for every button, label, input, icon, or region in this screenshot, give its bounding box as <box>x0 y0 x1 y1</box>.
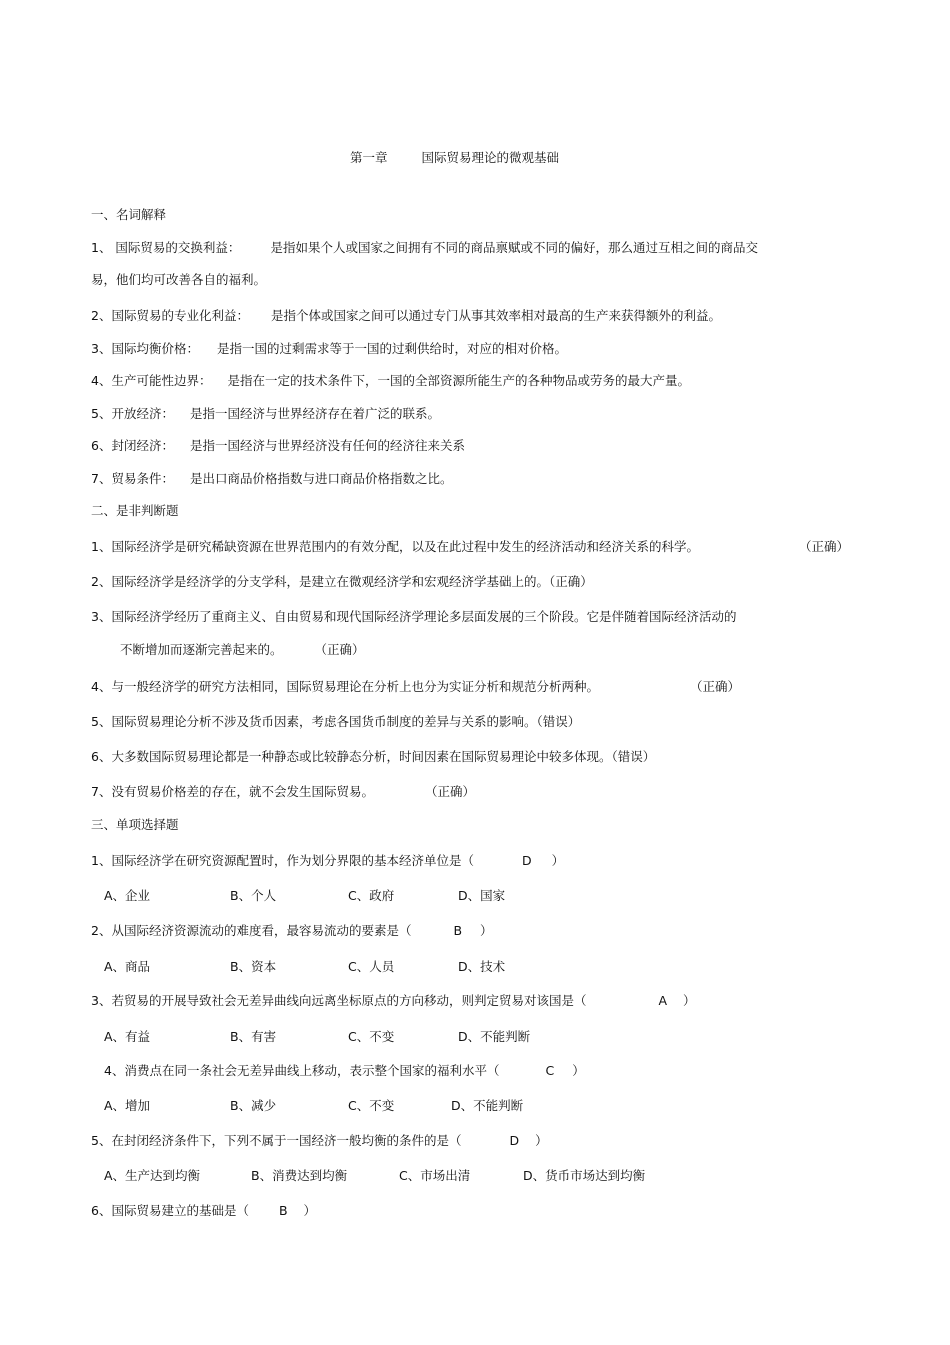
term-item-1-cont: 易，他们均可改善各自的福利。 <box>91 272 267 287</box>
mc-answer-3: A <box>658 993 668 1008</box>
mc-question-3: 3、若贸易的开展导致社会无差异曲线向远离坐标原点的方向移动，则判定贸易对该国是（ A ） <box>91 993 696 1008</box>
mc-option: C、不变 <box>348 1029 395 1044</box>
mc-question-1: 1、国际经济学在研究资源配置时，作为划分界限的基本经济单位是（ D ） <box>91 853 565 868</box>
term-item-5: 5、开放经济： 是指一国经济与世界经济存在着广泛的联系。 <box>91 406 440 421</box>
term-item-3: 3、国际均衡价格： 是指一国的过剩需求等于一国的过剩供给时，对应的相对价格。 <box>91 341 567 356</box>
mc-answer-6: B <box>278 1203 288 1218</box>
mc-option: B、消费达到均衡 <box>251 1168 348 1183</box>
mc-option: C、人员 <box>348 959 395 974</box>
judge-answer-7: （正确） <box>425 784 476 799</box>
mc-option: A、增加 <box>104 1098 151 1113</box>
mc-option: B、资本 <box>230 959 277 974</box>
mc-option: A、有益 <box>104 1029 151 1044</box>
term-item-2: 2、国际贸易的专业化利益： 是指个体或国家之间可以通过专门从事其效率相对最高的生产来获得额外的利益。 <box>91 308 721 323</box>
judge-item-5: 5、国际贸易理论分析不涉及货币因素，考虑各国货币制度的差异与关系的影响。（错误） <box>91 714 581 729</box>
mc-option: D、技术 <box>458 959 506 974</box>
judge-item-2: 2、国际经济学是经济学的分支学科，是建立在微观经济学和宏观经济学基础上的。（正确） <box>91 574 593 589</box>
section-heading-1: 一、名词解释 <box>91 207 167 222</box>
mc-answer-4: C <box>545 1063 555 1078</box>
judge-answer-1: （正确） <box>799 539 850 554</box>
mc-option: D、国家 <box>458 888 506 903</box>
judge-answer-4: （正确） <box>690 679 741 694</box>
judge-item-6: 6、大多数国际贸易理论都是一种静态或比较静态分析，时间因素在国际贸易理论中较多体现。（错误） <box>91 749 656 764</box>
mc-option: D、不能判断 <box>451 1098 524 1113</box>
judge-answer-3: （正确） <box>314 642 365 657</box>
mc-option: C、市场出清 <box>399 1168 471 1183</box>
mc-option: A、生产达到均衡 <box>104 1168 201 1183</box>
mc-option: C、政府 <box>348 888 395 903</box>
term-item-7: 7、贸易条件： 是出口商品价格指数与进口商品价格指数之比。 <box>91 471 453 486</box>
mc-question-6: 6、国际贸易建立的基础是（ B ） <box>91 1203 317 1218</box>
mc-question-5: 5、在封闭经济条件下，下列不属于一国经济一般均衡的条件的是（ D ） <box>91 1133 548 1148</box>
mc-option: A、企业 <box>104 888 151 903</box>
mc-answer-5: D <box>509 1133 520 1148</box>
judge-item-4: 4、与一般经济学的研究方法相同，国际贸易理论在分析上也分为实证分析和规范分析两种。 <box>91 679 599 694</box>
mc-answer-1: D <box>521 853 532 868</box>
mc-option: A、商品 <box>104 959 151 974</box>
mc-option: D、不能判断 <box>458 1029 531 1044</box>
mc-answer-2: B <box>453 923 463 938</box>
chapter-number: 第一章 <box>350 150 388 165</box>
mc-question-4: 4、消费点在同一条社会无差异曲线上移动，表示整个国家的福利水平（ C ） <box>104 1063 585 1078</box>
section-heading-2: 二、是非判断题 <box>91 503 179 518</box>
judge-item-3: 3、国际经济学经历了重商主义、自由贸易和现代国际经济学理论多层面发展的三个阶段。它是伴随着国际经济活动的 <box>91 609 737 624</box>
section-heading-3: 三、单项选择题 <box>91 817 179 832</box>
term-item-4: 4、生产可能性边界： 是指在一定的技术条件下，一国的全部资源所能生产的各种物品或劳务的最大产量。 <box>91 373 690 388</box>
mc-option: C、不变 <box>348 1098 395 1113</box>
mc-option: B、个人 <box>230 888 277 903</box>
mc-question-2: 2、从国际经济资源流动的难度看，最容易流动的要素是（ B ） <box>91 923 493 938</box>
chapter-title <box>350 150 559 166</box>
term-item-1: 1、 国际贸易的交换利益： 是指如果个人或国家之间拥有不同的商品禀赋或不同的偏好，那么通过互相之间的商品交 <box>91 240 758 255</box>
judge-item-3-cont: 不断增加而逐渐完善起来的。 （正确） <box>120 642 365 657</box>
judge-item-7: 7、没有贸易价格差的存在，就不会发生国际贸易。 <box>91 784 374 799</box>
mc-option: B、减少 <box>230 1098 277 1113</box>
term-item-6: 6、封闭经济： 是指一国经济与世界经济没有任何的经济往来关系 <box>91 438 465 453</box>
mc-option: D、货币市场达到均衡 <box>523 1168 646 1183</box>
judge-item-1: 1、国际经济学是研究稀缺资源在世界范围内的有效分配，以及在此过程中发生的经济活动和经济关系的科学。 <box>91 539 699 554</box>
mc-option: B、有害 <box>230 1029 277 1044</box>
chapter-name: 国际贸易理论的微观基础 <box>421 150 560 165</box>
